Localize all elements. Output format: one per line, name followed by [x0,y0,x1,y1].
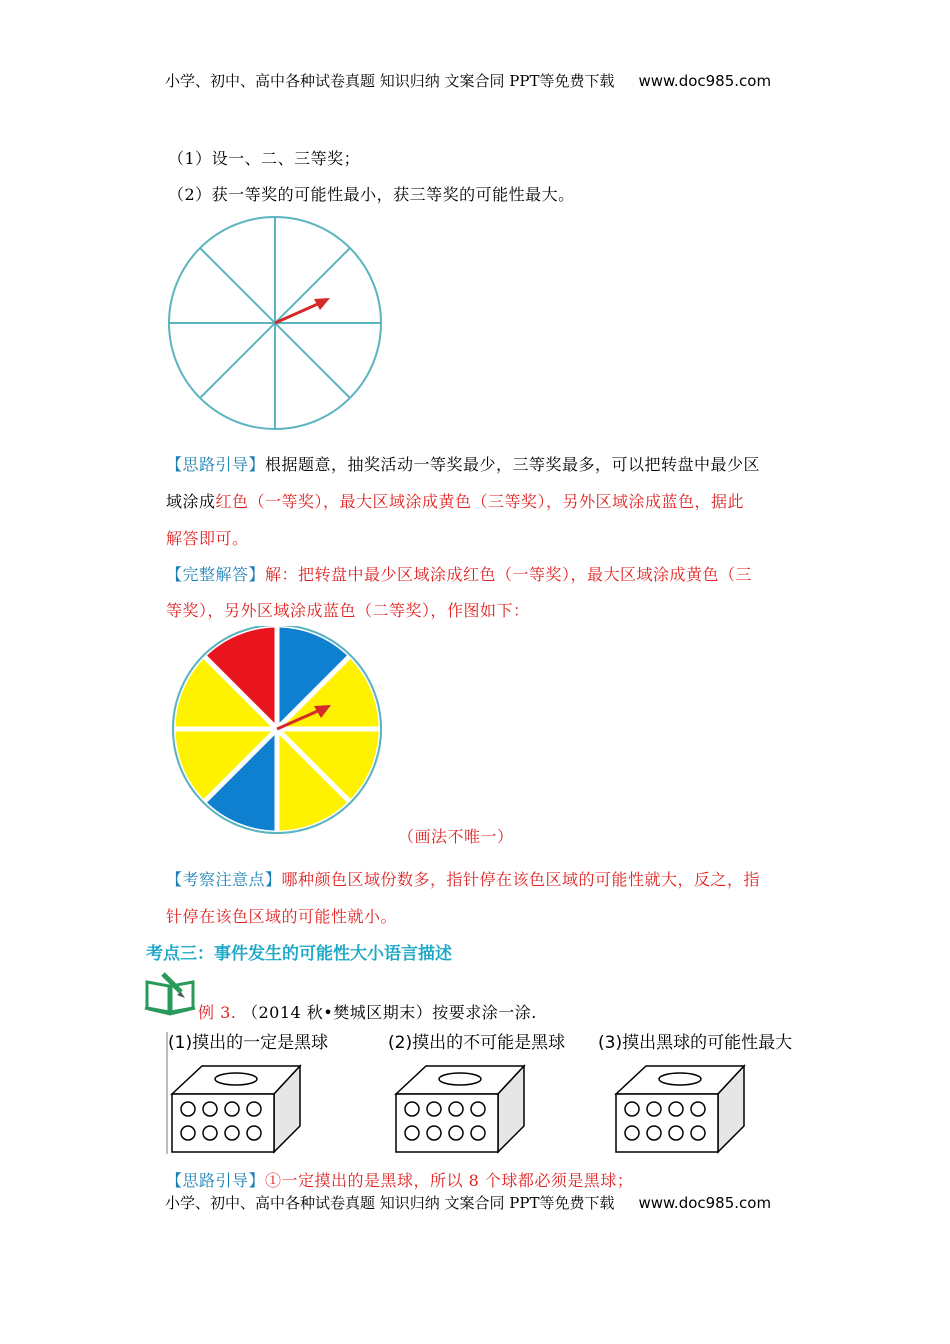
footer-site: www.doc985.com [638,1194,772,1212]
spinner-colored [166,626,388,834]
example-text: （2014 秋•樊城区期末）按要求涂一涂. [241,1003,537,1022]
hint-prefix: 域涂成 [166,492,216,511]
answer-line-2: （2）获一等奖的可能性最小，获三等奖的可能性最大。 [168,185,575,204]
section-title: 考点三：事件发生的可能性大小语言描述 [146,944,452,964]
boxes-figure [166,1028,806,1154]
hint2-line [166,1168,633,1191]
hint-text-2: 红色（一等奖），最大区域涂成黄色（三等奖），另外区域涂成蓝色，据此 [215,492,745,511]
header-text: 小学、初中、高中各种试卷真题 知识归纳 文案合同 PPT等免费下载 [165,72,615,90]
footer-text: 小学、初中、高中各种试卷真题 知识归纳 文案合同 PPT等免费下载 [165,1194,615,1212]
box-hole [439,1073,481,1085]
box-label-2: (2)摸出的不可能是黑球 [388,1033,566,1053]
spinner-blank [160,210,390,440]
page-header [165,70,771,91]
hint-line-3: 解答即可。 [166,529,249,548]
hint2-tag: 【思路引导】 [166,1171,266,1190]
hint-line-2 [166,489,744,512]
attention-line-1 [166,867,760,890]
box-label-3: (3)摸出黑球的可能性最大 [598,1033,793,1053]
solution-tag: 【完整解答】 [166,565,266,584]
ball-box-2 [394,1064,526,1154]
box-hole [659,1073,701,1085]
hint2-text: ①一定摸出的是黑球，所以 8 个球都必须是黑球； [265,1171,634,1190]
book-pencil-icon [143,968,199,1016]
ball-box-1 [170,1064,302,1154]
example-prefix: 例 3. [198,1003,237,1022]
answer-line-1: （1）设一、二、三等奖； [168,149,361,168]
spinner-pointer [275,303,320,323]
page-footer [165,1192,771,1213]
solution-text-1: 解：把转盘中最少区域涂成红色（一等奖），最大区域涂成黄色（三 [265,565,753,584]
solution-line-1 [166,562,752,585]
hint-text-1: 根据题意，抽奖活动一等奖最少，三等奖最多，可以把转盘中最少区 [265,455,761,474]
attention-text-1: 哪种颜色区域份数多，指针停在该色区域的可能性就大，反之，指 [281,870,761,889]
drawing-note: （画法不唯一） [398,827,514,846]
hint-line-1 [166,452,760,475]
solution-line-2: 等奖），另外区域涂成蓝色（二等奖），作图如下： [166,601,530,620]
header-site: www.doc985.com [638,72,772,90]
attention-line-2: 针停在该色区域的可能性就小。 [166,907,398,926]
example-line [198,1000,537,1023]
hint-tag: 【思路引导】 [166,455,266,474]
ball-box-3 [614,1064,746,1154]
attention-tag: 【考察注意点】 [166,870,282,889]
box-label-1: (1)摸出的一定是黑球 [168,1033,329,1053]
box-hole [215,1073,257,1085]
